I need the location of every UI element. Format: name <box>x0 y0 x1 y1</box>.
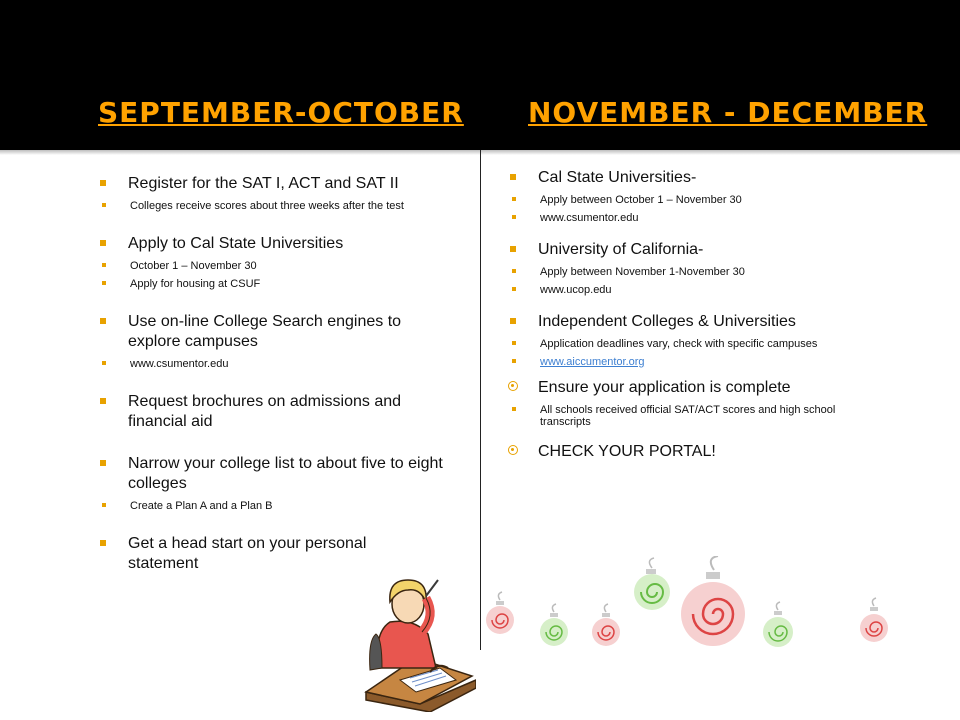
small-square-bullet-icon <box>512 287 516 291</box>
list-subitem <box>510 404 850 428</box>
list-subitem-label: Create a Plan A and a Plan B <box>130 500 273 512</box>
student-writing-illustration <box>360 572 476 712</box>
left-column <box>100 174 460 574</box>
list-item-label: Use on-line College Search engines to explore campuses <box>128 313 402 350</box>
list-item-label: Narrow your college list to about five to eight colleges <box>128 455 443 492</box>
ornament-icon <box>860 598 888 642</box>
aiccumentor-link[interactable]: www.aiccumentor.org <box>540 356 645 368</box>
small-square-bullet-icon <box>102 203 106 207</box>
small-square-bullet-icon <box>102 263 106 267</box>
square-bullet-icon <box>510 318 516 324</box>
heading-september-october: SEPTEMBER-OCTOBER <box>98 96 464 129</box>
list-subitem <box>510 266 880 278</box>
square-bullet-icon <box>510 246 516 252</box>
list-item <box>510 240 880 260</box>
ornament-icon <box>763 602 793 647</box>
list-subitem-label: Application deadlines vary, check with specific campuses <box>540 338 818 350</box>
right-column <box>510 168 880 462</box>
small-square-bullet-icon <box>102 503 106 507</box>
ornament-icon <box>681 556 745 646</box>
small-square-bullet-icon <box>102 281 106 285</box>
list-subitem <box>510 212 880 224</box>
list-item <box>510 378 880 398</box>
list-subitem-label: www.csumentor.edu <box>130 358 229 370</box>
list-subitem <box>510 284 880 296</box>
list-subitem-label: Apply between November 1-November 30 <box>540 266 745 278</box>
circle-bullet-icon <box>508 445 518 455</box>
list-item-label: Cal State Universities- <box>538 169 697 186</box>
list-item <box>100 392 453 432</box>
square-bullet-icon <box>100 180 106 186</box>
column-divider <box>480 150 481 650</box>
square-bullet-icon <box>100 460 106 466</box>
small-square-bullet-icon <box>102 361 106 365</box>
heading-november-december: NOVEMBER - DECEMBER <box>528 96 928 129</box>
list-subitem <box>510 338 840 350</box>
list-subitem-label: Apply for housing at CSUF <box>130 278 261 290</box>
list-item <box>100 234 460 254</box>
square-bullet-icon <box>100 540 106 546</box>
list-subitem-label: www.csumentor.edu <box>540 212 639 224</box>
square-bullet-icon <box>510 174 516 180</box>
list-subitem-label: Apply between October 1 – November 30 <box>540 194 742 206</box>
list-subitem-label: All schools received official SAT/ACT scores and high school transcripts <box>540 404 836 428</box>
square-bullet-icon <box>100 318 106 324</box>
list-item <box>510 168 880 188</box>
list-subitem <box>510 194 880 206</box>
list-item-label: Apply to Cal State Universities <box>128 235 344 252</box>
list-item <box>510 442 880 462</box>
list-item-label: Get a head start on your personal statement <box>128 535 367 572</box>
list-item-label: Register for the SAT I, ACT and SAT II <box>128 175 399 192</box>
list-subitem-label: Colleges receive scores about three weeks after the test <box>130 200 404 212</box>
list-item <box>510 312 880 332</box>
ornament-icon <box>486 592 514 634</box>
list-item <box>100 534 428 574</box>
list-item-label: University of California- <box>538 241 704 258</box>
circle-bullet-icon <box>508 381 518 391</box>
list-subitem <box>100 260 460 272</box>
ornaments-decoration <box>484 556 904 720</box>
list-subitem-label: October 1 – November 30 <box>130 260 257 272</box>
list-item-label: Independent Colleges & Universities <box>538 313 796 330</box>
list-subitem <box>100 200 440 212</box>
list-item <box>100 174 460 194</box>
ornament-icon <box>540 604 568 646</box>
list-item-label: Request brochures on admissions and financial aid <box>128 393 402 430</box>
square-bullet-icon <box>100 398 106 404</box>
small-square-bullet-icon <box>512 407 516 411</box>
list-item-label: Ensure your application is complete <box>538 379 791 396</box>
list-subitem <box>100 278 460 290</box>
ornament-icon <box>634 558 670 610</box>
list-subitem <box>100 358 460 370</box>
list-item-label: CHECK YOUR PORTAL! <box>538 443 716 460</box>
small-square-bullet-icon <box>512 269 516 273</box>
ornament-icon <box>592 604 620 646</box>
square-bullet-icon <box>100 240 106 246</box>
small-square-bullet-icon <box>512 341 516 345</box>
list-item <box>100 454 453 494</box>
small-square-bullet-icon <box>512 359 516 363</box>
list-subitem <box>510 356 880 368</box>
small-square-bullet-icon <box>512 215 516 219</box>
list-item <box>100 312 453 352</box>
list-subitem <box>100 500 460 512</box>
list-subitem-label: www.ucop.edu <box>540 284 612 296</box>
small-square-bullet-icon <box>512 197 516 201</box>
